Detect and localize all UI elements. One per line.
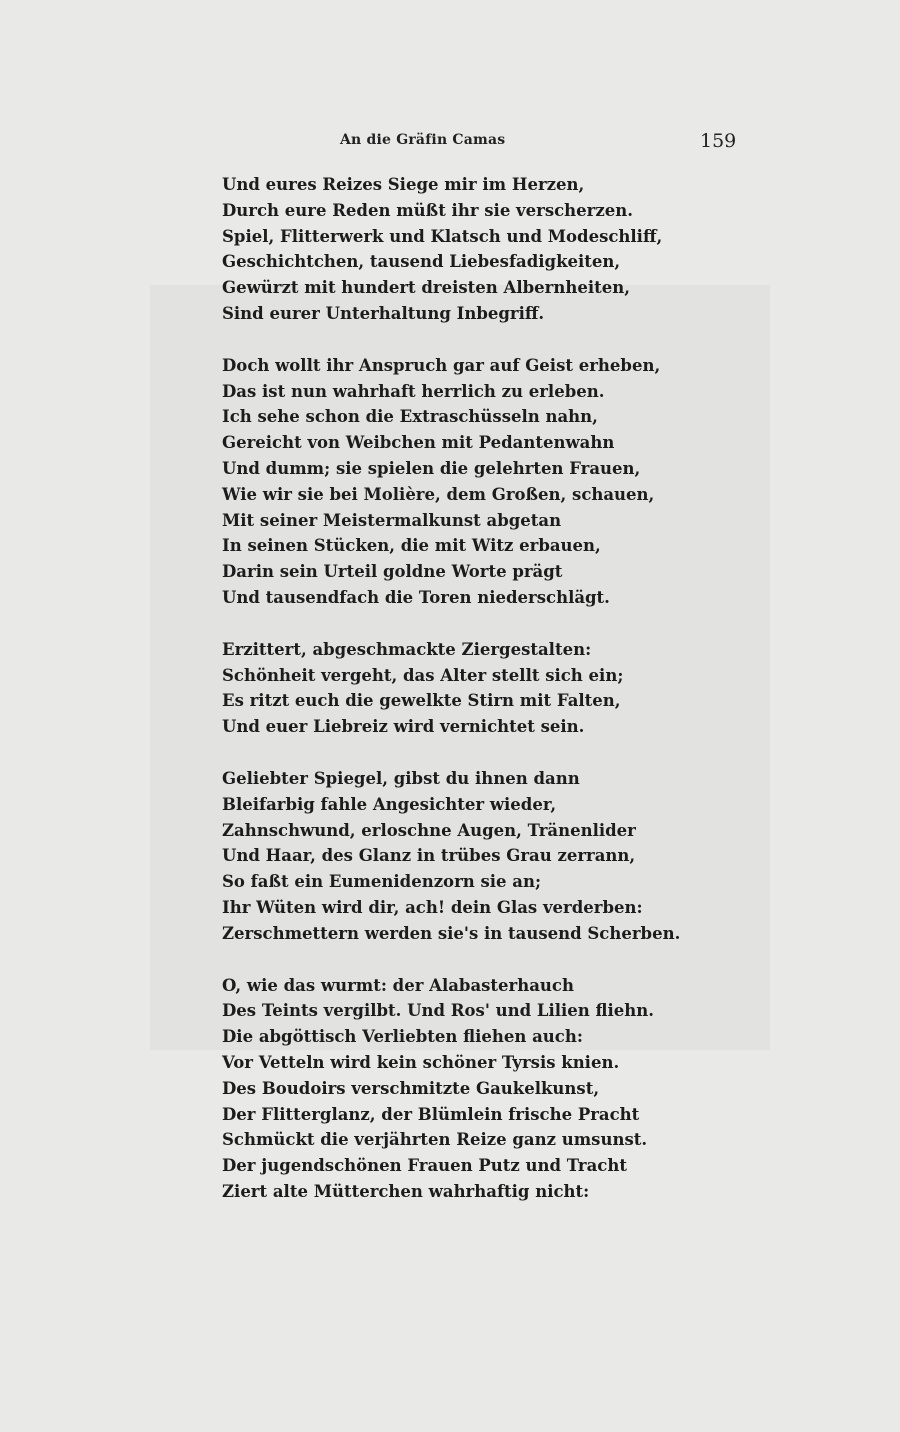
poem-line: Ihr Wüten wird dir, ach! dein Glas verderben: (222, 897, 643, 917)
poem-line: Bleifarbig fahle Angesichter wieder, (222, 794, 557, 814)
poem-line: Ziert alte Mütterchen wahrhaftig nicht: (222, 1181, 590, 1201)
poem-line: Gereicht von Weibchen mit Pedantenwahn (222, 433, 615, 453)
poem-line: Die abgöttisch Verliebten fliehen auch: (222, 1027, 583, 1047)
poem-line: Darin sein Urteil goldne Worte prägt (222, 562, 563, 582)
stanza-4 (222, 766, 842, 947)
poem-line: Geliebter Spiegel, gibst du ihnen dann (222, 768, 580, 788)
poem-line: Und euer Liebreiz wird vernichtet sein. (222, 717, 585, 737)
poem-line: Vor Vetteln wird kein schöner Tyrsis knien. (222, 1052, 620, 1072)
poem-line: Zahnschwund, erloschne Augen, Tränenlider (222, 820, 636, 840)
poem-line: O, wie das wurmt: der Alabasterhauch (222, 975, 574, 995)
stanza-5 (222, 973, 842, 1205)
poem-line: In seinen Stücken, die mit Witz erbauen, (222, 536, 601, 556)
stanza-1 (222, 172, 842, 327)
poem-line: Sind eurer Unterhaltung Inbegriff. (222, 303, 545, 323)
poem-line: Der Flitterglanz, der Blümlein frische Pracht (222, 1104, 640, 1124)
running-title: An die Gräfin Camas (340, 132, 506, 148)
poem-line: Und tausendfach die Toren niederschlägt. (222, 587, 610, 607)
poem-line: Das ist nun wahrhaft herrlich zu erleben. (222, 381, 605, 401)
poem-line: Ich sehe schon die Extraschüsseln nahn, (222, 407, 598, 427)
poem-line: Erzittert, abgeschmackte Ziergestalten: (222, 639, 592, 659)
poem-line: Schmückt die verjährten Reize ganz umsunst. (222, 1130, 648, 1150)
poem-line: Des Teints vergilbt. Und Ros' und Lilien fliehn. (222, 1001, 655, 1021)
poem-line: Und Haar, des Glanz in trübes Grau zerrann, (222, 846, 636, 866)
page-number: 159 (700, 130, 737, 152)
poem-body (222, 172, 842, 1231)
poem-line: Und dumm; sie spielen die gelehrten Frauen, (222, 458, 641, 478)
poem-line: Schönheit vergeht, das Alter stellt sich ein; (222, 665, 624, 685)
poem-line: Durch eure Reden müßt ihr sie verscherzen. (222, 200, 633, 220)
page-header (0, 130, 900, 154)
poem-line: Wie wir sie bei Molière, dem Großen, schauen, (222, 484, 655, 504)
stanza-2 (222, 353, 842, 611)
poem-line: Des Boudoirs verschmitzte Gaukelkunst, (222, 1078, 600, 1098)
poem-line: Gewürzt mit hundert dreisten Albernheiten, (222, 278, 630, 298)
poem-line: Geschichtchen, tausend Liebesfadigkeiten, (222, 252, 621, 272)
poem-line: Der jugendschönen Frauen Putz und Tracht (222, 1156, 627, 1176)
poem-line: So faßt ein Eumenidenzorn sie an; (222, 872, 542, 892)
poem-line: Zerschmettern werden sie's in tausend Scherben. (222, 923, 681, 943)
poem-line: Spiel, Flitterwerk und Klatsch und Modeschliff, (222, 226, 663, 246)
poem-line: Doch wollt ihr Anspruch gar auf Geist erheben, (222, 355, 661, 375)
stanza-3 (222, 637, 842, 740)
poem-line: Es ritzt euch die gewelkte Stirn mit Falten, (222, 691, 621, 711)
poem-line: Und eures Reizes Siege mir im Herzen, (222, 175, 585, 194)
poem-line: Mit seiner Meistermalkunst abgetan (222, 510, 562, 530)
